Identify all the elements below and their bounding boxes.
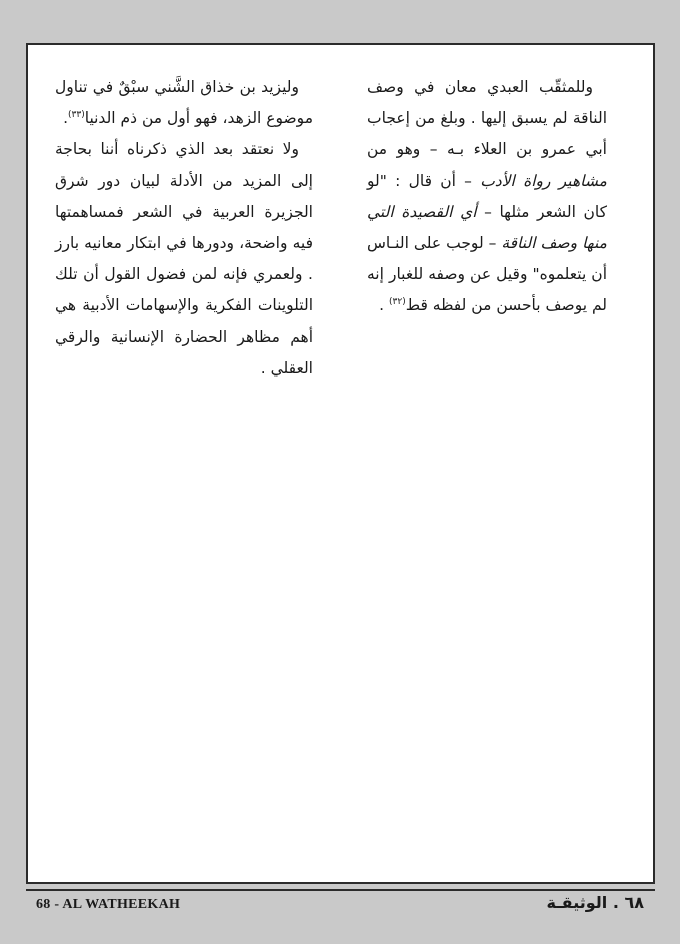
paragraph: ولا نعتقد بعد الذي ذكرناه أننا بحاجة إلى المزيد من الأدلة لبيان دور شرق الجزيرة العربية في الشعر فمساهمتها فيه واضحة، ودورها في ابتكار معانيه بارز . ولعمري فإنه لمن فضول القول أن تلك التلوينات الفكرية والإسهامات الأدبية هي أهم مظاهر الحضارة الإنسانية والرقي العقلي . [55, 140, 313, 377]
text-run: . [63, 109, 69, 128]
text-run: – لوجب على النـاس أن يتعلموه" وقيل عن وصفه للغبار إنه لم يوصف بأحسن من لفظه قط [367, 234, 607, 315]
text-run: وليزيد بن خذاق الشَّني سبْقٌ في تناول موضوع الزهد، فهو أول من ذم الدنيا [55, 78, 313, 128]
text-run: . [379, 296, 390, 315]
footer-page-label-arabic: ٦٨ . الوثيقـة [546, 893, 644, 912]
paragraph [367, 72, 607, 322]
footer-page-label-latin: 68 - AL WATHEEKAH [36, 897, 181, 912]
text-run: – أن قال : "لو كان الشعر مثلها – [367, 171, 607, 221]
left-text-column [55, 72, 313, 384]
italic-text-run: أي القصيدة التي منها وصف الناقة [367, 202, 607, 253]
footer-divider [26, 889, 655, 891]
right-text-column [367, 72, 607, 322]
text-run: وللمثقّب العبدي معان في وصف الناقة لم يسبق إليها . وبلغ من إعجاب أبي عمرو بن العلاء بـه – وهو من [367, 78, 607, 159]
page-frame [26, 43, 655, 884]
footnote-reference: (٣٢) [389, 297, 406, 308]
footnote-reference: (٣٣) [68, 110, 85, 121]
paragraph [55, 72, 313, 134]
italic-text-run: مشاهير رواة الأدب [480, 171, 607, 190]
